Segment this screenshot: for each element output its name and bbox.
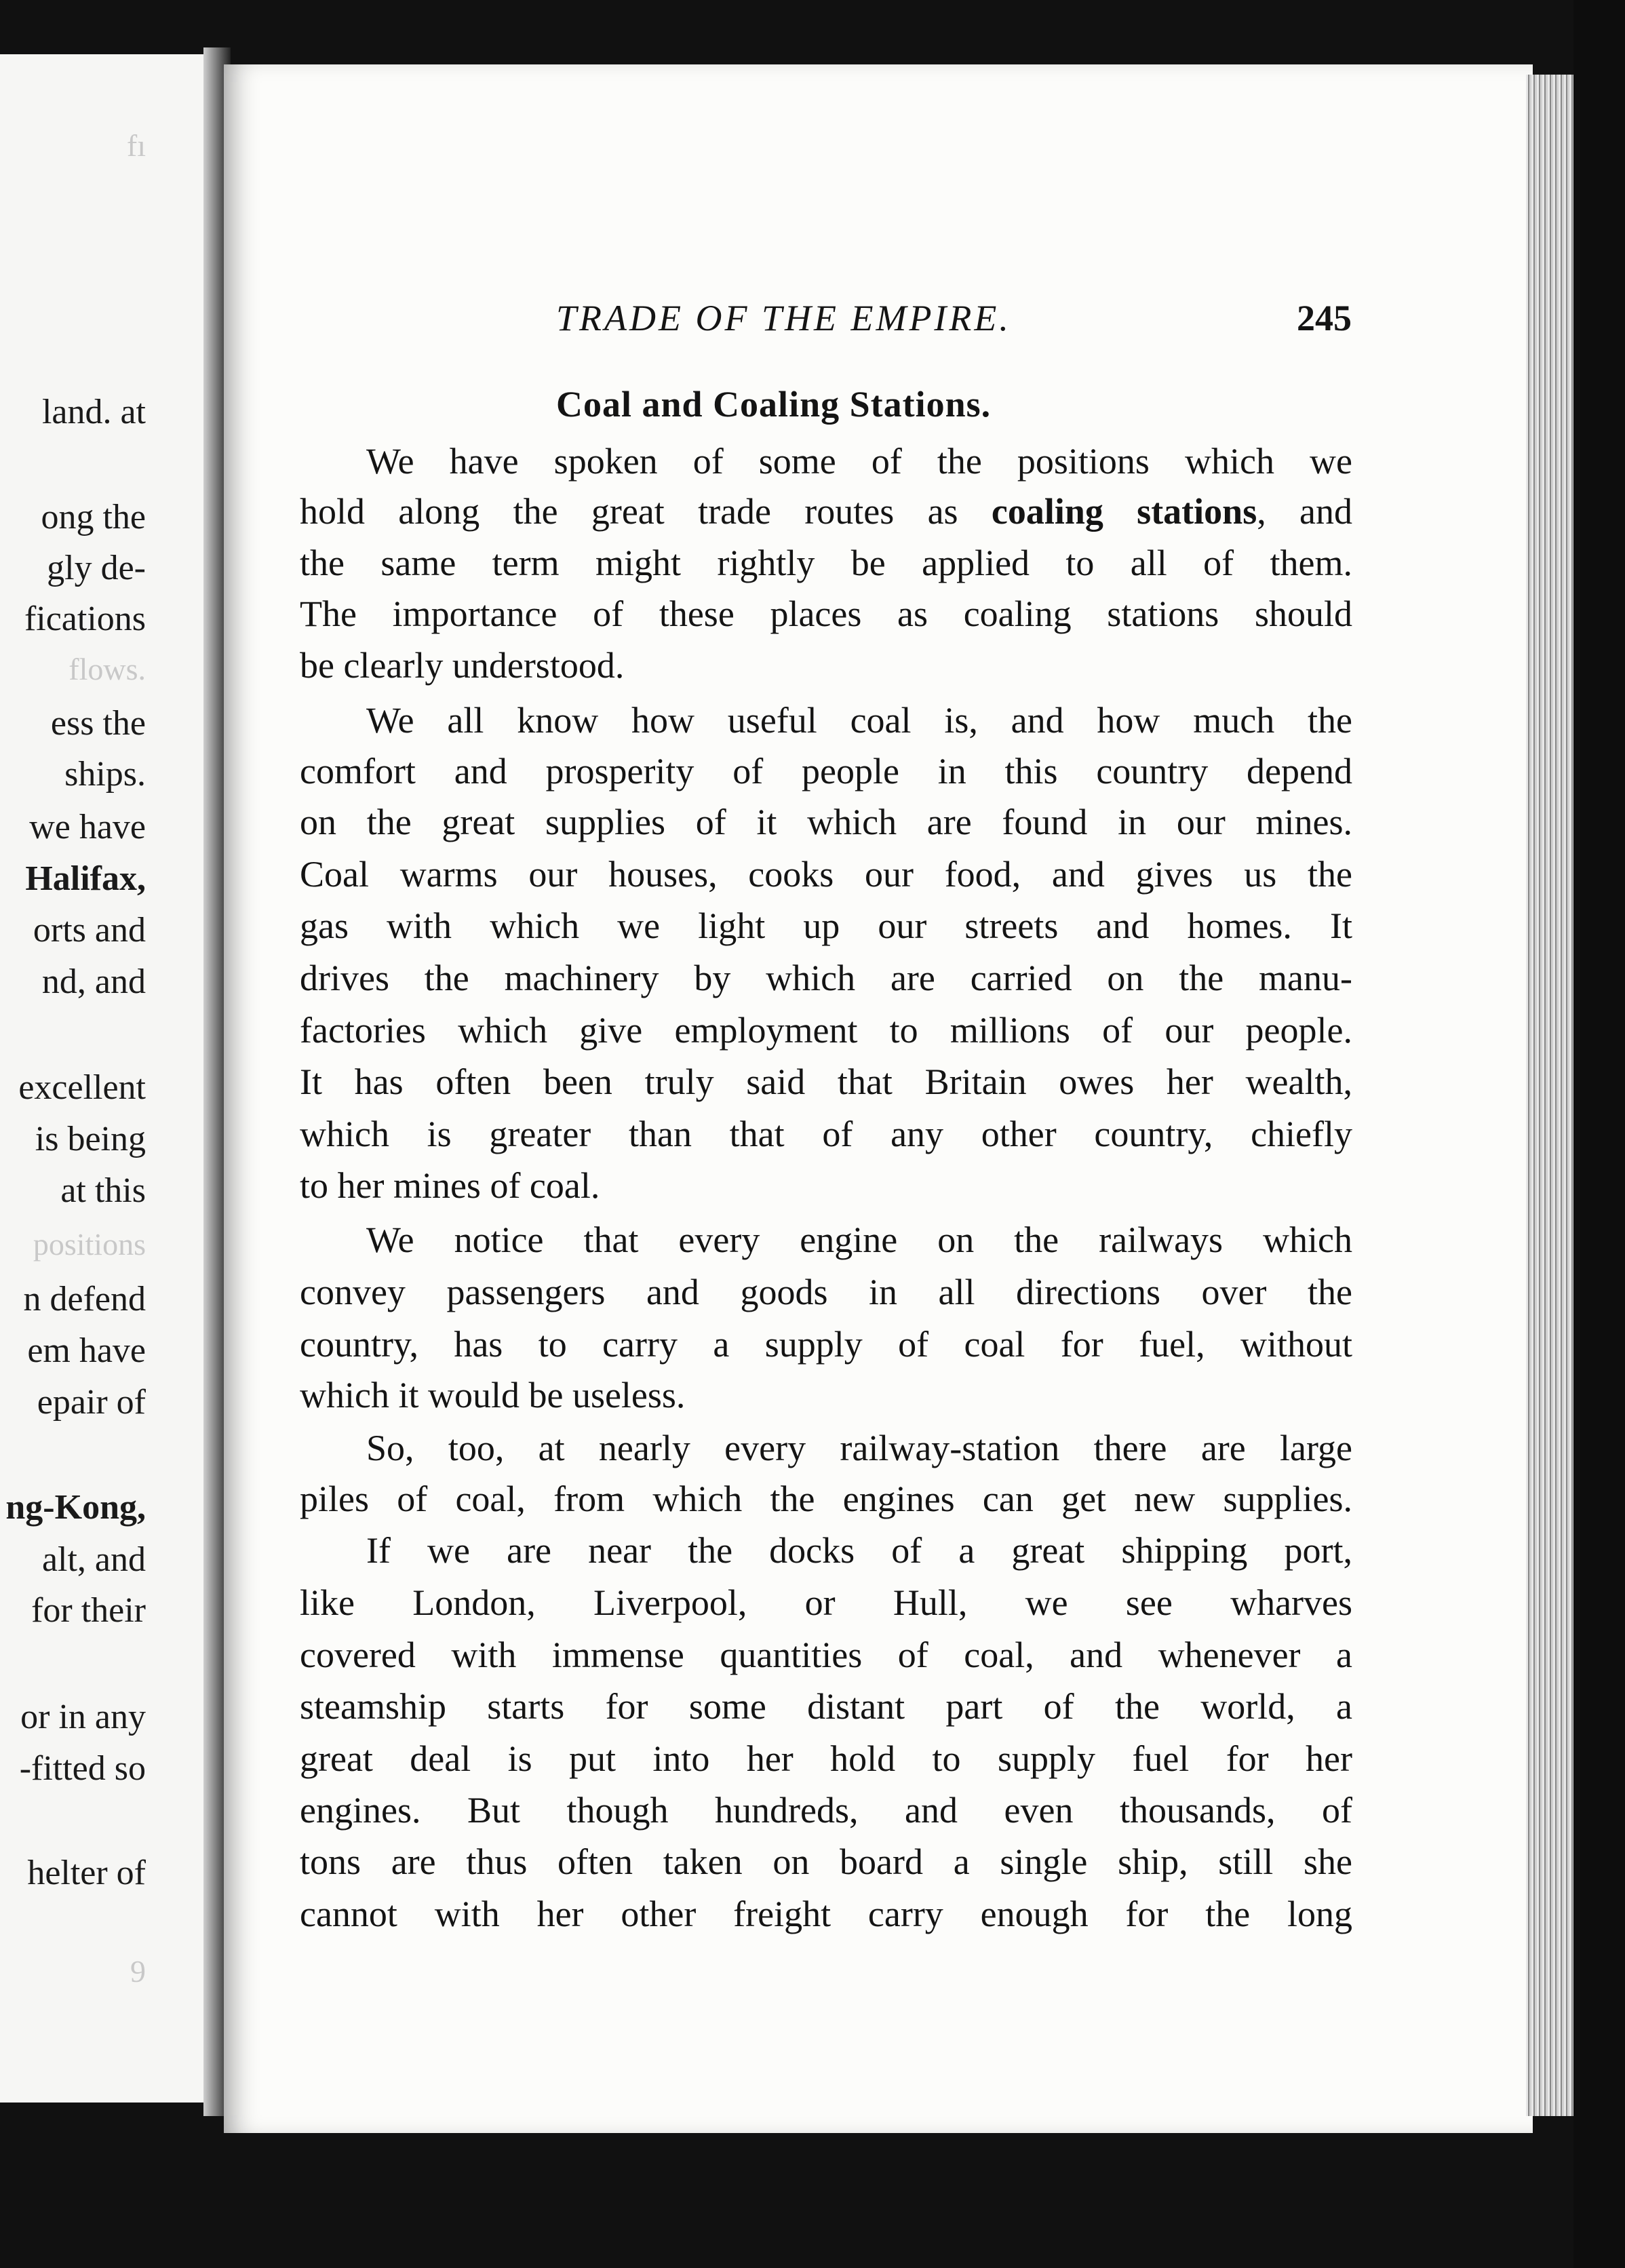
text-line: tons are thus often taken on board a single ship, still she bbox=[300, 1841, 1352, 1882]
left-faint-text: fı bbox=[126, 128, 146, 163]
text-line: country, has to carry a supply of coal for fuel, without bbox=[300, 1324, 1352, 1365]
text-line: cannot with her other freight carry enough for the long bbox=[300, 1894, 1352, 1934]
left-line: nd, and bbox=[41, 962, 146, 1001]
text-line: gas with which we light up our streets and homes. It bbox=[300, 905, 1352, 946]
left-line: ess the bbox=[50, 704, 146, 743]
text-line: covered with immense quantities of coal, and whenever a bbox=[300, 1635, 1352, 1675]
text-line bbox=[300, 490, 1352, 533]
text-run: hold along the great trade routes as bbox=[300, 491, 992, 532]
running-header: TRADE OF THE EMPIRE. bbox=[556, 298, 1011, 338]
text-line: So, too, at nearly every railway-station there are large bbox=[366, 1428, 1352, 1468]
bold-term: coaling stations bbox=[991, 491, 1257, 532]
section-heading: Coal and Coaling Stations. bbox=[556, 384, 992, 425]
left-line: em have bbox=[27, 1331, 146, 1370]
text-line: great deal is put into her hold to supply fuel for her bbox=[300, 1738, 1352, 1779]
text-line: the same term might rightly be applied to all of them. bbox=[300, 543, 1352, 583]
left-line: -fitted so bbox=[19, 1749, 146, 1788]
page-edge bbox=[1526, 75, 1573, 2116]
left-line: ships. bbox=[64, 755, 146, 794]
text-line: steamship starts for some distant part of the world, a bbox=[300, 1686, 1352, 1727]
left-line: excellent bbox=[18, 1068, 146, 1107]
left-line: n defend bbox=[23, 1280, 146, 1318]
left-line: helter of bbox=[27, 1854, 146, 1892]
left-line: epair of bbox=[37, 1383, 146, 1422]
page-number: 245 bbox=[1297, 298, 1352, 338]
text-line: comfort and prosperity of people in this country depend bbox=[300, 751, 1352, 791]
text-line: engines. But though hundreds, and even thousands, of bbox=[300, 1790, 1352, 1831]
text-line: We notice that every engine on the railways which bbox=[366, 1219, 1352, 1260]
left-line: or in any bbox=[20, 1698, 146, 1736]
left-faint-text: 9 bbox=[130, 1954, 146, 1989]
text-line: which it would be useless. bbox=[300, 1375, 686, 1415]
text-line: Coal warms our houses, cooks our food, and gives us the bbox=[300, 854, 1352, 895]
left-line: orts and bbox=[33, 911, 146, 950]
scan-border bbox=[1573, 0, 1625, 2268]
left-line: gly de- bbox=[47, 549, 146, 587]
left-line: Halifax, bbox=[25, 859, 146, 898]
left-line: alt, and bbox=[41, 1540, 146, 1579]
text-line: It has often been truly said that Britain owes her wealth, bbox=[300, 1061, 1352, 1102]
left-line: fications bbox=[24, 600, 146, 638]
text-line: like London, Liverpool, or Hull, we see wharves bbox=[300, 1582, 1352, 1623]
text-line: to her mines of coal. bbox=[300, 1165, 600, 1206]
text-line: on the great supplies of it which are found in our mines. bbox=[300, 802, 1352, 842]
left-line: we have bbox=[29, 808, 146, 846]
text-line: We all know how useful coal is, and how much the bbox=[366, 700, 1352, 741]
left-line: for their bbox=[31, 1591, 146, 1630]
left-faint-text: positions bbox=[33, 1227, 146, 1262]
text-run: , and bbox=[1257, 491, 1352, 532]
text-line: factories which give employment to millions of our people. bbox=[300, 1010, 1352, 1051]
left-faint-text: flows. bbox=[68, 652, 146, 686]
text-line: be clearly understood. bbox=[300, 645, 625, 686]
text-line: drives the machinery by which are carried on the manu- bbox=[300, 958, 1352, 998]
text-line: piles of coal, from which the engines can get new supplies. bbox=[300, 1479, 1352, 1519]
left-line: is being bbox=[35, 1120, 146, 1158]
left-line: ong the bbox=[41, 498, 146, 536]
left-line: at this bbox=[60, 1171, 146, 1210]
text-line: which is greater than that of any other country, chiefly bbox=[300, 1114, 1352, 1154]
text-line: convey passengers and goods in all directions over the bbox=[300, 1272, 1352, 1312]
text-line: The importance of these places as coaling stations should bbox=[300, 593, 1352, 634]
left-line: ng-Kong, bbox=[5, 1488, 146, 1527]
text-line: We have spoken of some of the positions which we bbox=[366, 441, 1352, 482]
text-line: If we are near the docks of a great shipping port, bbox=[366, 1530, 1352, 1571]
left-line: land. at bbox=[41, 393, 146, 431]
